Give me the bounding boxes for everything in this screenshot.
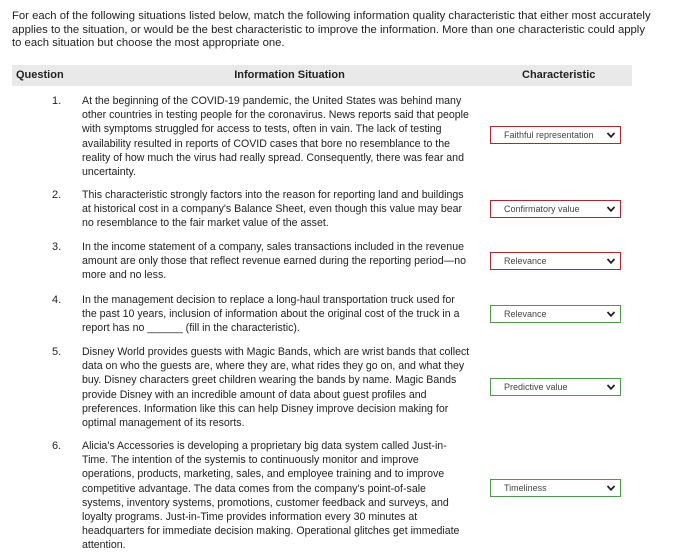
selected-value: Relevance xyxy=(504,256,547,266)
characteristic-select[interactable] xyxy=(490,479,621,497)
selected-value: Faithful representation xyxy=(504,130,594,140)
chevron-down-icon xyxy=(606,382,616,392)
chevron-down-icon xyxy=(606,204,616,214)
characteristic-select[interactable] xyxy=(490,378,621,396)
question-number: 5. xyxy=(52,346,62,358)
characteristic-select[interactable] xyxy=(490,252,621,270)
header-characteristic: Characteristic xyxy=(522,69,596,81)
question-number: 1. xyxy=(52,95,62,107)
selected-value: Confirmatory value xyxy=(504,204,580,214)
situation-text: At the beginning of the COVID-19 pandemic, the United States was behind many other countries in testing people for the coronavirus. News reports said that people with symptoms struggled for access to tests, often in vain. The lack of testing availability resulted in reports of COVID cases that bore no resemblance to the reality of how much the virus had really spread. Consequently, there was fear and uncertainty. xyxy=(82,95,469,179)
characteristic-select[interactable] xyxy=(490,126,621,144)
chevron-down-icon xyxy=(606,130,616,140)
instructions: For each of the following situations listed below, match the following information quality characteristic that either most accurately applies to the situation, or would be the best characteristic to improve the information. More than one characteristic could apply to each situation but choose the most appropriate one. xyxy=(12,10,651,49)
situation-text: Disney World provides guests with Magic Bands, which are wrist bands that collect data on who the guests are, where they are, what rides they go on, and what they buy. Disney characters greet children wearing the bands by name. Magic Bands provide Disney with an incredible amount of data about guest profiles and preferences. Information like this can help Disney improve decision making for optimal management of its resorts. xyxy=(82,346,470,430)
characteristic-select[interactable] xyxy=(490,200,621,218)
situation-text: In the income statement of a company, sales transactions included in the revenue amount are only those that reflect revenue earned during the reporting period—no more and no less. xyxy=(82,241,466,282)
chevron-down-icon xyxy=(606,483,616,493)
characteristic-select[interactable] xyxy=(490,305,621,323)
selected-value: Timeliness xyxy=(504,483,547,493)
selected-value: Relevance xyxy=(504,309,547,319)
question-number: 4. xyxy=(52,294,62,306)
selected-value: Predictive value xyxy=(504,382,568,392)
situation-text: This characteristic strongly factors into the reason for reporting land and buildings at historical cost in a company's Balance Sheet, even though this value may bear no resemblance to the fair market value of the asset. xyxy=(82,189,464,230)
chevron-down-icon xyxy=(606,256,616,266)
question-number: 6. xyxy=(52,440,62,452)
table-header xyxy=(12,65,632,86)
situation-text: In the management decision to replace a long-haul transportation truck used for the past 10 years, inclusion of information about the original cost of the truck in a report has no ______ (fill in the characteristic). xyxy=(82,294,460,335)
chevron-down-icon xyxy=(606,309,616,319)
situation-text: Alicia's Accessories is developing a proprietary big data system called Just-in-Time. The intention of the systemis to continuously monitor and improve operations, products, marketing, sales, and employee training and to improve competitive advantage. The data comes from the company's point-of-sale systems, inventory systems, promotions, customer feedback and surveys, and loyalty programs. Just-in-Time provides information every 30 minutes at headquarters for immediate decision making. Operational glitches get immediate attention. xyxy=(82,440,460,552)
question-number: 2. xyxy=(52,189,62,201)
question-number: 3. xyxy=(52,241,62,253)
header-situation: Information Situation xyxy=(234,69,345,81)
header-question: Question xyxy=(16,69,64,81)
